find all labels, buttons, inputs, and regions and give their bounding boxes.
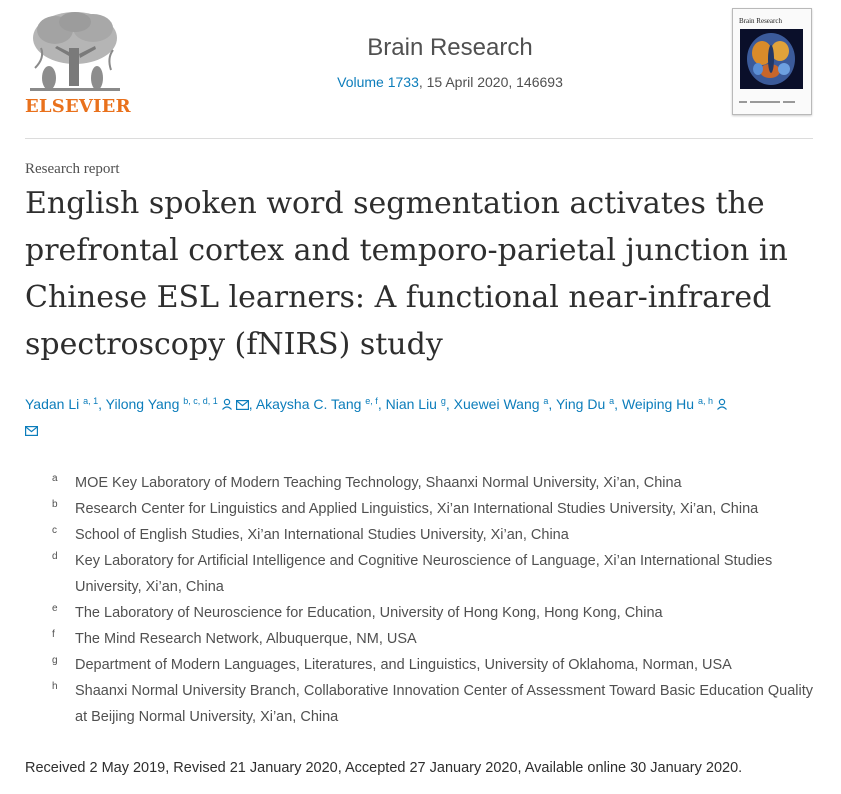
author-affiliation-sup[interactable]: a, h [697,396,713,406]
brain-scan-image [740,29,803,89]
cover-title: Brain Research [739,17,782,25]
affiliation-label: h [52,681,58,692]
author-item [106,396,249,412]
affiliation-label: a [52,473,58,484]
journal-title[interactable]: Brain Research [367,34,533,61]
email-icon[interactable] [236,393,249,417]
author-affiliation-sup[interactable]: e, f [365,396,378,406]
author-name-link[interactable]: Yadan Li [25,396,80,412]
affiliation-label: f [52,629,55,640]
journal-cover[interactable] [732,8,812,115]
author-list [25,392,815,443]
article-header [25,8,813,138]
affiliation-text: Key Laboratory for Artificial Intelligence and Cognitive Neuroscience of Language, Xi’an International Studies University, Xi’an, China [75,553,773,595]
author-separator: , [445,396,454,412]
affiliation-text: Department of Modern Languages, Literatures, and Linguistics, University of Oklahoma, Norman, USA [75,657,732,673]
affiliation-item [52,600,822,626]
article-type: Research report [25,161,120,177]
affiliation-item [52,548,822,600]
author-item [25,396,98,412]
author-separator: , [377,396,386,412]
tree-icon [25,8,125,96]
journal-meta [225,74,675,90]
author-name-link[interactable]: Nian Liu [385,396,437,412]
affiliation-text: Shaanxi Normal University Branch, Collaborative Innovation Center of Assessment Toward Basic Education Quality at Beijing Normal University, Xi’an, China [75,683,813,725]
elsevier-logo[interactable] [25,8,131,117]
corresponding-author-icon[interactable] [716,393,728,417]
affiliation-text: The Mind Research Network, Albuquerque, NM, USA [75,631,417,647]
author-item [386,396,446,412]
header-divider [25,138,813,139]
author-item [556,396,614,412]
author-item [454,396,549,412]
author-affiliation-sup[interactable]: g [440,396,446,406]
affiliation-label: e [52,603,58,614]
affiliation-item [52,522,822,548]
author-affiliation-sup[interactable]: a [609,396,615,406]
affiliation-label: g [52,655,58,666]
affiliation-text: MOE Key Laboratory of Modern Teaching Technology, Shaanxi Normal University, Xi’an, China [75,475,682,491]
author-affiliation-sup[interactable]: a [543,396,549,406]
author-name-link[interactable]: Akaysha C. Tang [255,396,362,412]
email-icon[interactable] [25,419,38,443]
issue-info: , 15 April 2020, 146693 [418,74,563,90]
author-separator: , [248,396,256,412]
affiliation-text: The Laboratory of Neuroscience for Education, University of Hong Kong, Hong Kong, China [75,605,663,621]
article-title: English spoken word segmentation activates the prefrontal cortex and temporo-parietal junction in Chinese ESL learners: A functional near-infrared spectroscopy (fNIRS) study [25,186,788,362]
volume-link[interactable]: Volume 1733 [337,74,419,90]
publication-dates: Received 2 May 2019, Revised 21 January 2020, Accepted 27 January 2020, Available online 30 January 2020. [25,760,743,776]
affiliation-label: d [52,551,58,562]
author-name-link[interactable]: Weiping Hu [621,396,695,412]
affiliation-item [52,652,822,678]
corresponding-author-icon[interactable] [221,393,233,417]
author-separator: , [548,396,556,412]
cover-footer [739,101,803,106]
affiliation-item [52,678,822,730]
author-affiliation-sup[interactable]: a, 1 [83,396,99,406]
author-separator: , [98,396,106,412]
author-affiliation-sup[interactable]: b, c, d, 1 [183,396,218,406]
affiliation-label: b [52,499,58,510]
affiliation-item [52,470,822,496]
author-item [256,396,378,412]
affiliation-text: School of English Studies, Xi’an International Studies University, Xi’an, China [75,527,569,543]
affiliation-item [52,496,822,522]
affiliation-item [52,626,822,652]
affiliation-list [52,470,822,730]
author-name-link[interactable]: Xuewei Wang [453,396,540,412]
author-name-link[interactable]: Yilong Yang [105,396,180,412]
author-separator: , [614,396,622,412]
author-name-link[interactable]: Ying Du [555,396,606,412]
affiliation-label: c [52,525,57,536]
affiliation-text: Research Center for Linguistics and Applied Linguistics, Xi’an International Studies University, Xi’an, China [75,501,759,517]
publisher-name: ELSEVIER [25,96,131,117]
